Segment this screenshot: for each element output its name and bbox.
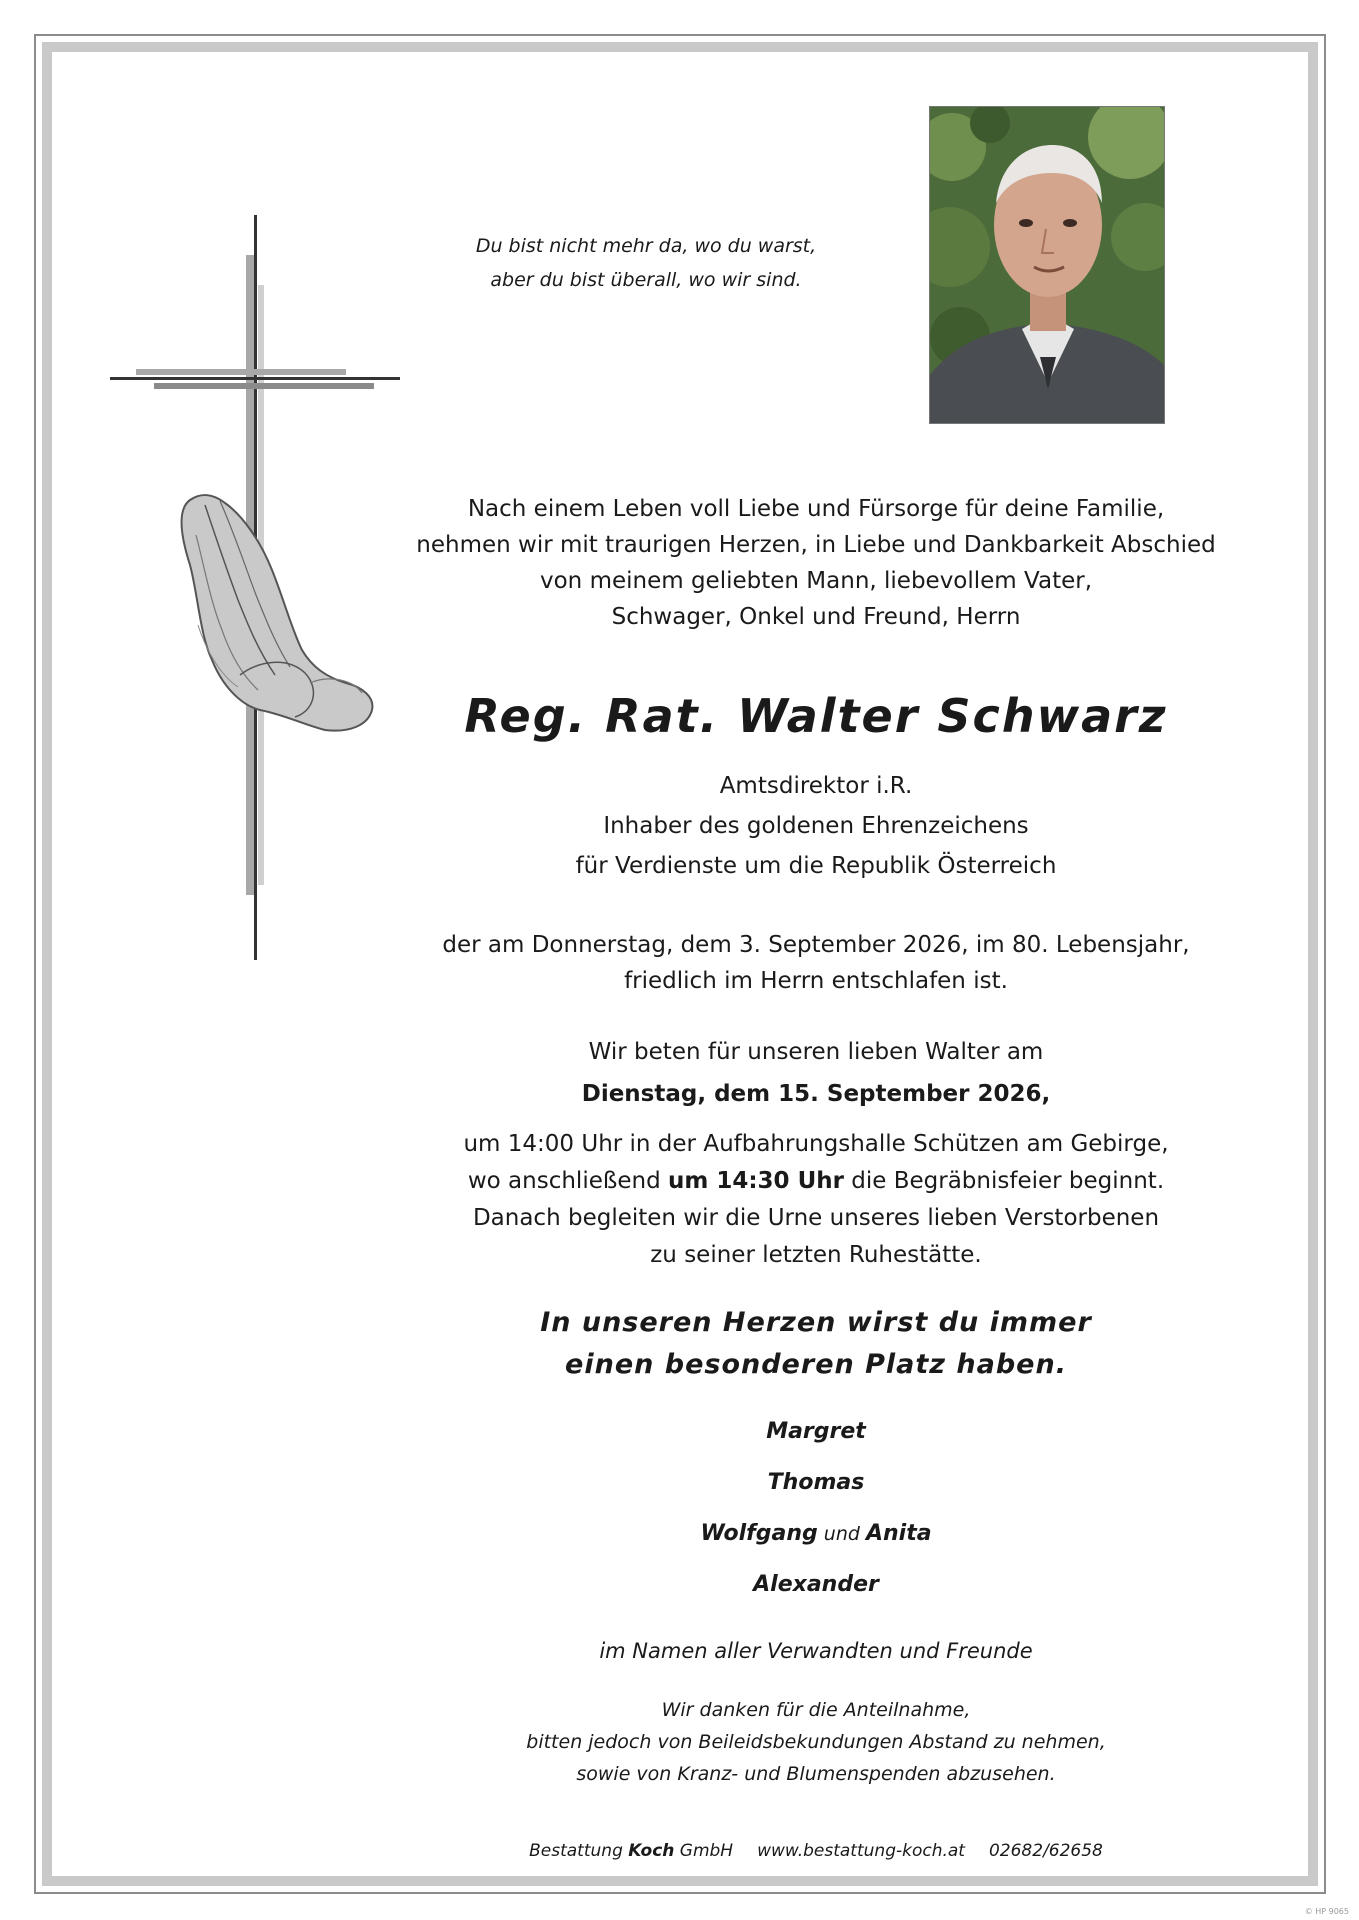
thanks-line-1: Wir danken für die Anteilnahme, bbox=[661, 1699, 971, 1721]
mourner-3: Wolfgang und Anita bbox=[700, 1521, 932, 1546]
ceremony-line-2: wo anschließend um 14:30 Uhr die Begräbnisfeier beginnt. bbox=[467, 1168, 1165, 1194]
death-line-1: der am Donnerstag, dem 3. September 2026, im 80. Lebensjahr, bbox=[442, 932, 1190, 958]
intro-line-3: von meinem geliebten Mann, liebevollem Vater, bbox=[540, 568, 1092, 594]
thanks-line-2: bitten jedoch von Beileidsbekundungen Abstand zu nehmen, bbox=[526, 1731, 1106, 1753]
intro-line-2: nehmen wir mit traurigen Herzen, in Liebe und Dankbarkeit Abschied bbox=[416, 532, 1216, 558]
prayer-date: Dienstag, dem 15. September 2026, bbox=[581, 1081, 1051, 1107]
mourner-4: Alexander bbox=[753, 1572, 879, 1597]
intro-line-1: Nach einem Leben voll Liebe und Fürsorge für deine Familie, bbox=[467, 496, 1165, 522]
deceased-name: Reg. Rat. Walter Schwarz bbox=[464, 689, 1168, 743]
ceremony-line-3: Danach begleiten wir die Urne unseres lieben Verstorbenen bbox=[472, 1205, 1160, 1231]
portrait-photo bbox=[929, 106, 1165, 424]
mourner-2: Thomas bbox=[767, 1470, 865, 1495]
intro-line-4: Schwager, Onkel und Freund, Herrn bbox=[611, 604, 1021, 630]
title-line-1: Amtsdirektor i.R. bbox=[719, 773, 913, 799]
closing-line-1: In unseren Herzen wirst du immer bbox=[540, 1307, 1092, 1338]
footer-company: Bestattung Koch GmbH bbox=[529, 1841, 734, 1861]
ceremony-line-4: zu seiner letzten Ruhestätte. bbox=[650, 1242, 982, 1268]
title-line-3: für Verdienste um die Republik Österreich bbox=[575, 853, 1057, 879]
prayer-intro: Wir beten für unseren lieben Walter am bbox=[588, 1039, 1044, 1065]
quote-line-1: Du bist nicht mehr da, wo du warst, bbox=[475, 235, 817, 257]
footer-website[interactable]: www.bestattung-koch.at bbox=[757, 1841, 965, 1861]
print-code: © HP 9065 bbox=[1304, 1907, 1349, 1916]
quote-line-2: aber du bist überall, wo wir sind. bbox=[490, 269, 802, 291]
footer-phone: 02682/62658 bbox=[988, 1841, 1103, 1861]
on-behalf: im Namen aller Verwandten und Freunde bbox=[599, 1639, 1033, 1663]
mourner-1: Margret bbox=[766, 1419, 866, 1444]
title-line-2: Inhaber des goldenen Ehrenzeichens bbox=[603, 813, 1029, 839]
death-line-2: friedlich im Herrn entschlafen ist. bbox=[624, 968, 1008, 994]
thanks-line-3: sowie von Kranz- und Blumenspenden abzusehen. bbox=[576, 1763, 1056, 1785]
closing-line-2: einen besonderen Platz haben. bbox=[565, 1349, 1067, 1380]
footer bbox=[336, 1836, 1296, 1866]
ceremony-line-1: um 14:00 Uhr in der Aufbahrungshalle Schützen am Gebirge, bbox=[463, 1131, 1169, 1157]
